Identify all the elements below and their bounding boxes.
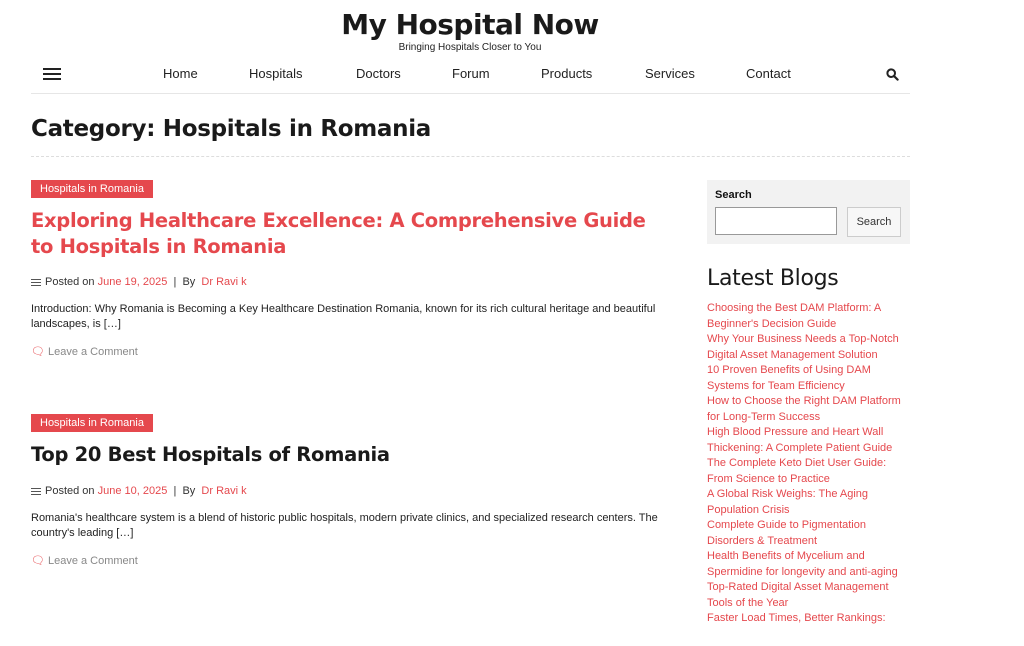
leave-comment-label: Leave a Comment <box>47 555 138 567</box>
post-excerpt: Romania's healthcare system is a blend of historic public hospitals, modern private clinics, and specialized research centers. The country's leading […] <box>31 512 658 539</box>
search-widget <box>707 180 910 244</box>
blog-link[interactable]: 10 Proven Benefits of Using DAM Systems for Team Efficiency <box>707 364 871 392</box>
blog-link[interactable]: Health Benefits of Mycelium and Spermidine for longevity and anti-aging <box>707 550 898 578</box>
blog-link[interactable]: The Complete Keto Diet User Guide: From Science to Practice <box>707 457 887 485</box>
latest-blogs-list <box>707 301 912 627</box>
search-icon[interactable] <box>886 68 899 86</box>
posted-on-label: Posted on <box>45 485 95 497</box>
main-nav <box>31 60 910 94</box>
blog-link[interactable]: High Blood Pressure and Heart Wall Thickening: A Complete Patient Guide <box>707 426 893 454</box>
blog-link[interactable]: Complete Guide to Pigmentation Disorders & Treatment <box>707 519 866 547</box>
by-label: By <box>182 276 196 288</box>
search-label: Search <box>715 189 752 201</box>
author-link[interactable]: Dr Ravi k <box>201 276 247 288</box>
nav-services[interactable]: Services <box>645 66 695 81</box>
blog-link[interactable]: A Global Risk Weighs: The Aging Population Crisis <box>707 488 869 516</box>
nav-hospitals[interactable]: Hospitals <box>249 66 303 81</box>
search-input[interactable] <box>715 207 837 235</box>
site-tagline: Bringing Hospitals Closer to You <box>398 42 542 53</box>
author-link[interactable]: Dr Ravi k <box>201 485 247 497</box>
comment-icon: 🗨︎ <box>31 555 45 567</box>
latest-blogs-heading: Latest Blogs <box>707 266 839 291</box>
search-button[interactable]: Search <box>847 207 901 237</box>
post-meta: Posted on June 10, 2025 | By Dr Ravi k <box>31 485 247 497</box>
title-divider <box>31 156 910 157</box>
blog-link[interactable]: Why Your Business Needs a Top-Notch Digital Asset Management Solution <box>707 333 899 361</box>
post-meta: Posted on June 19, 2025 | By Dr Ravi k <box>31 276 247 288</box>
post-date-link[interactable]: June 19, 2025 <box>97 276 168 288</box>
leave-comment-link[interactable] <box>31 345 138 358</box>
menu-icon[interactable] <box>43 68 61 82</box>
post-excerpt: Introduction: Why Romania is Becoming a Key Healthcare Destination Romania, known for its rich cultural heritage and beautiful landscapes, is […] <box>31 303 656 330</box>
nav-forum[interactable]: Forum <box>452 66 490 81</box>
meta-icon <box>31 277 41 288</box>
blog-link[interactable]: Faster Load Times, Better Rankings: <box>707 612 886 624</box>
leave-comment-link[interactable] <box>31 554 138 567</box>
blog-link[interactable]: Top-Rated Digital Asset Management Tools of the Year <box>707 581 889 609</box>
nav-doctors[interactable]: Doctors <box>356 66 401 81</box>
leave-comment-label: Leave a Comment <box>47 346 138 358</box>
category-badge[interactable]: Hospitals in Romania <box>31 180 153 198</box>
blog-link[interactable]: Choosing the Best DAM Platform: A Beginner's Decision Guide <box>707 302 881 330</box>
comment-icon: 🗨︎ <box>31 346 45 358</box>
meta-icon <box>31 486 41 497</box>
category-badge[interactable]: Hospitals in Romania <box>31 414 153 432</box>
page-title: Category: Hospitals in Romania <box>31 116 432 142</box>
posted-on-label: Posted on <box>45 276 95 288</box>
blog-link[interactable]: How to Choose the Right DAM Platform for Long-Term Success <box>707 395 901 423</box>
site-title[interactable]: My Hospital Now <box>341 8 599 41</box>
nav-contact[interactable]: Contact <box>746 66 791 81</box>
nav-products[interactable]: Products <box>541 66 593 81</box>
post-title[interactable]: Top 20 Best Hospitals of Romania <box>31 443 390 466</box>
post-date-link[interactable]: June 10, 2025 <box>97 485 168 497</box>
post-title[interactable]: Exploring Healthcare Excellence: A Comprehensive Guide to Hospitals in Romania <box>31 209 646 258</box>
by-label: By <box>182 485 196 497</box>
nav-home[interactable]: Home <box>163 66 198 81</box>
